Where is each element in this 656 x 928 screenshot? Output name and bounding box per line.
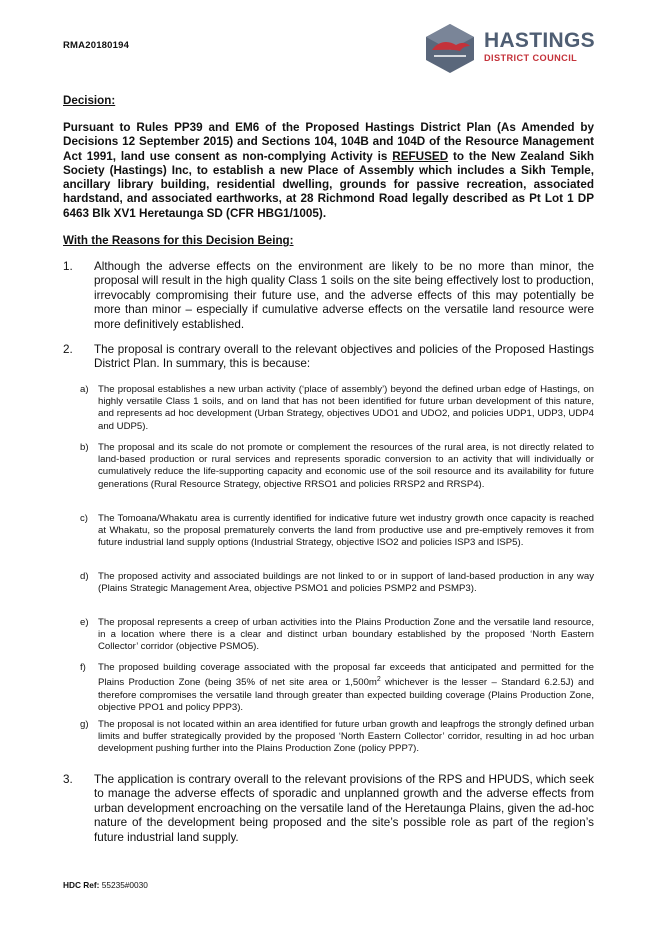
subreason-letter: e) xyxy=(80,617,89,628)
subreason-text: The proposal is not located within an area identified for future urban growth and leapfrogs the strongly defined urban limits and buffer strategically provided by the proposed ‘North Eastern Collector’ corridor, resulting in ad hoc urban development pushing further into the Plains Production Zone (policy PPP7). xyxy=(98,719,594,755)
logo-name: HASTINGS xyxy=(484,29,595,52)
logo-subtitle: DISTRICT COUNCIL xyxy=(484,53,578,63)
reference-number: RMA20180194 xyxy=(63,40,130,51)
subreason-letter: g) xyxy=(80,719,89,730)
reason-text: The proposal is contrary overall to the relevant objectives and policies of the Proposed Hastings District Plan. In summary, this is because: xyxy=(94,343,594,371)
subreason-text: The proposal establishes a new urban activity (‘place of assembly’) beyond the defined urban edge of Hastings, on highly versatile Class 1 soils, and on land that has not been identified for future urban development of this nature, and represents ad hoc development (Urban Strategy, objectives UDO1 and UDO2, and policies UDP1, UDP3, UDP4 and UDP5). xyxy=(98,384,594,432)
decision-heading: Decision: xyxy=(63,94,116,107)
reason-text: Although the adverse effects on the environment are likely to be no more than minor, the proposal will result in the high quality Class 1 soils on the site being effectively lost to production, irrevocably compromising their future use, and the adverse effects of this may potentially be more than minor – especially if cumulative adverse effects on the versatile land resource were more definitively established. xyxy=(94,260,594,331)
superscript-two: 2 xyxy=(376,676,381,684)
subreason-letter: b) xyxy=(80,442,89,453)
subreason-text: The proposal represents a creep of urban activities into the Plains Production Zone and the versatile land resource, in a location where there is a clear and distinct urban boundary established by the proposed ‘North Eastern Collector’ corridor (objective PSMO5). xyxy=(98,617,594,653)
subreason-letter: c) xyxy=(80,513,88,524)
reason-number: 1. xyxy=(63,260,73,273)
reasons-heading: With the Reasons for this Decision Being: xyxy=(63,234,294,247)
subreason-item-f xyxy=(80,662,594,712)
refused-text: REFUSED xyxy=(392,149,449,163)
reason-item-2 xyxy=(63,343,594,373)
reason-text: The application is contrary overall to the relevant provisions of the RPS and HPUDS, which seek to manage the adverse effects of sporadic and unplanned growth and the adverse effects from urban development encroaching on the versatile land of the Heretaunga Plains, given the ad-hoc nature of the development being proposed and the site’s possible role as part of the region’s future industrial land supply. xyxy=(94,773,594,844)
subreason-text xyxy=(98,662,594,714)
subreason-text: The Tomoana/Whakatu area is currently identified for indicative future wet industry growth once capacity is reached at Whakatu, so the proposal prematurely converts the land from productive use and pre-emptively removes it from future industrial land supply options (Industrial Strategy, objective ISO2 and policies ISP3 and ISP5). xyxy=(98,513,594,549)
subreason-item-d xyxy=(80,571,594,609)
subreason-item-c xyxy=(80,513,594,563)
subreason-text-after: whichever is the lesser – Standard 6.2.5J) and therefore compromises the versatile land through greater than expected building coverage (Plains Production Zone, objective PPO1 and policy PPP3). xyxy=(98,677,595,713)
footer-reference xyxy=(63,880,148,890)
subreason-text: The proposal and its scale do not promote or complement the resources of the rural area, is not directly related to land-based production or rural services and represents sporadic conversion to an activity that will individually or cumulatively reduce the life-supporting capacity and economic use of the soil resource and its availability for future generations (Rural Resource Strategy, objective RRSO1 and policies RRSP2 and RRSP4). xyxy=(98,442,594,490)
reason-number: 3. xyxy=(63,773,73,786)
decision-text-after: to the New Zealand Sikh Society (Hastings) Inc, to establish a new Place of Assembly which includes a Sikh Temple, ancillary library building, residential dwelling, grounds for passive recreation, associated hardstand, and associated earthworks, at 28 Richmond Road legally described as Pt Lot 1 DP 6463 Blk XV1 Heretaunga SD (CFR HBG1/1005). xyxy=(63,149,594,220)
decision-text-before: Pursuant to Rules PP39 and EM6 of the Proposed Hastings District Plan (As Amended by Decisions 12 September 2015) and Sections 104, 104B and 104D of the Resource Management Act 1991, land use consent as non-complying Activity is xyxy=(63,121,594,163)
subreason-letter: a) xyxy=(80,384,89,395)
subreason-item-g xyxy=(80,719,594,769)
subreason-text: The proposed activity and associated buildings are not linked to or in support of land-based production in any way (Plains Strategic Management Area, objective PSMO1 and policies PSMP2 and PSMP3). xyxy=(98,571,594,595)
decision-text xyxy=(63,121,594,221)
reason-item-1 xyxy=(63,260,594,332)
hastings-logo-mark-icon xyxy=(418,20,482,78)
subreason-item-e xyxy=(80,617,594,655)
hastings-logo xyxy=(418,20,618,78)
subreason-text-before: The proposed building coverage associated with the proposal far exceeds that anticipated and permitted for the Plains Production Zone (being 35% of net site area or 1,500m xyxy=(98,662,594,689)
reason-item-3 xyxy=(63,773,594,845)
subreason-item-b xyxy=(80,442,594,504)
footer-value: 55235#0030 xyxy=(101,880,148,890)
footer-label: HDC Ref: xyxy=(63,880,100,890)
subreason-item-a xyxy=(80,384,594,434)
reason-number: 2. xyxy=(63,343,73,356)
subreason-letter: f) xyxy=(80,662,86,673)
subreason-letter: d) xyxy=(80,571,89,582)
